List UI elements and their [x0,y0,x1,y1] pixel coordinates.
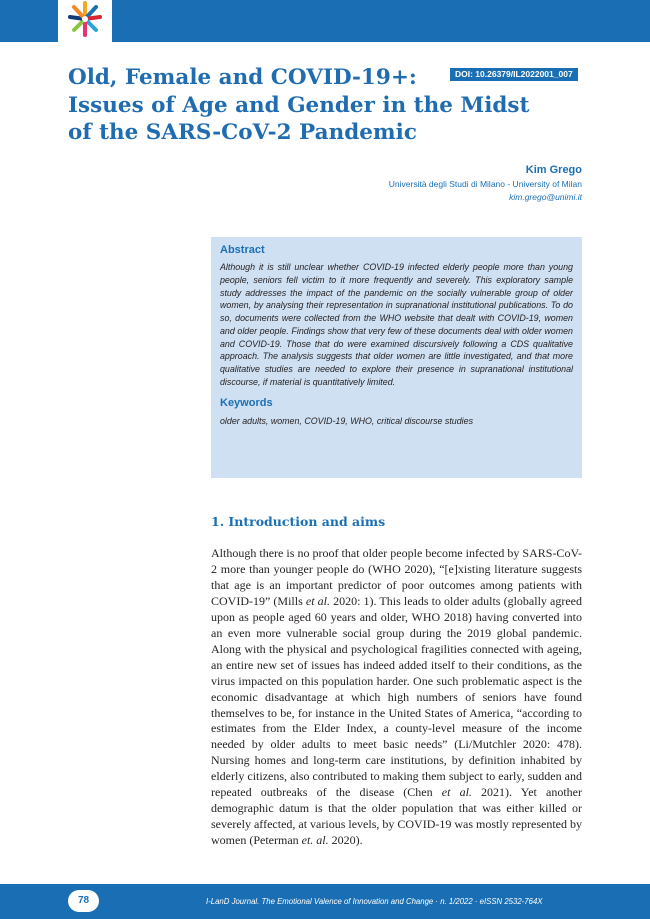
body-text-run: 2020: 1). This leads to older adults (globally agreed upon as people aged 60 years and older, WHO 2018) having converted into an even more vulnerable social group during the 2019 global pandemic. Along with the physical and psychological fragilities connected with ageing, an entire new set of issues has indeed added itself to their conditions, as the virus impacted on this population harder. One such problematic aspect is the economic disadvantage at which high numbers of seniors have found themselves to be, for instance in the United States of America, “according to estimates from the Elder Index, a county-level measure of the income needed by older adults to meet basic needs” (Li/Mutchler 2020: 478). Nursing homes and long-term care institutions, by definition inhabited by elderly citizens, also contributed to making them subject to early, sudden and repeated outbreaks of the disease (Chen [211,593,582,800]
page-number-badge: 78 [68,890,99,912]
title-line: Issues of Age and Gender in the Midst [68,92,530,118]
title-line: Old, Female and COVID-19+: [68,65,417,90]
journal-star-logo-icon [66,0,104,38]
body-text-run: 2021). Yet another demographic datum is that the older population that was either killed or severely affected, at various levels, by COVID-19 was mostly represented by women (Peterman [211,785,582,848]
top-banner [0,0,650,42]
author-email[interactable]: kim.grego@unimi.it [509,192,582,202]
author-name: Kim Grego [525,164,582,176]
logo-plate [58,0,112,42]
body-text-italic: et. al. [301,833,329,848]
body-paragraph [211,546,582,849]
journal-citation: I-LanD Journal. The Emotional Valence of Innovation and Change · n. 1/2022 · eISSN 2532-764X [206,897,543,906]
abstract-box [211,237,582,478]
keywords-text: older adults, women, COVID-19, WHO, critical discourse studies [220,415,474,426]
author-affiliation: Università degli Studi di Milano - University of Milan [388,179,582,189]
abstract-text: Although it is still unclear whether COVID-19 infected elderly people more than young people, seniors fell victim to it more frequently and severely. This exploratory sample study addresses the impact of the pandemic on the socially vulnerable group of older women, by analysing their representation in supranational institutional publications. To do so, documents were collected from the WHO website that dealt with COVID-19, women and older people. Findings show that very few of these documents deal with older women and COVID-19. Those that do were examined discursively following a CDS qualitative approach. The analysis suggests that older women are little investigated, and that more qualitative studies are needed to explore their presence in supranational institutional discourse, if material is quantitatively limited. [220,262,573,387]
author-block [389,162,582,204]
body-text-italic: et al. [305,593,330,608]
keywords-heading: Keywords [220,396,273,409]
body-text-run: 2020). [328,833,363,848]
abstract-heading: Abstract [220,244,265,256]
body-text-run: Although there is no proof that older people become infected by SARS-CoV-2 more than younger people do (WHO 2020), “[e]xisting literature suggests that age is an important predictor of poor outcomes among patients with COVID-19” (Mills [211,546,582,608]
title-line: of the SARS-CoV-2 Pandemic [68,120,417,145]
doi-badge[interactable]: DOI: 10.26379/IL2022001_007 [450,68,578,81]
section-heading: 1. Introduction and aims [211,514,386,529]
article-title [68,64,528,147]
body-text-italic: et al. [441,785,472,800]
footer-banner [0,884,650,919]
